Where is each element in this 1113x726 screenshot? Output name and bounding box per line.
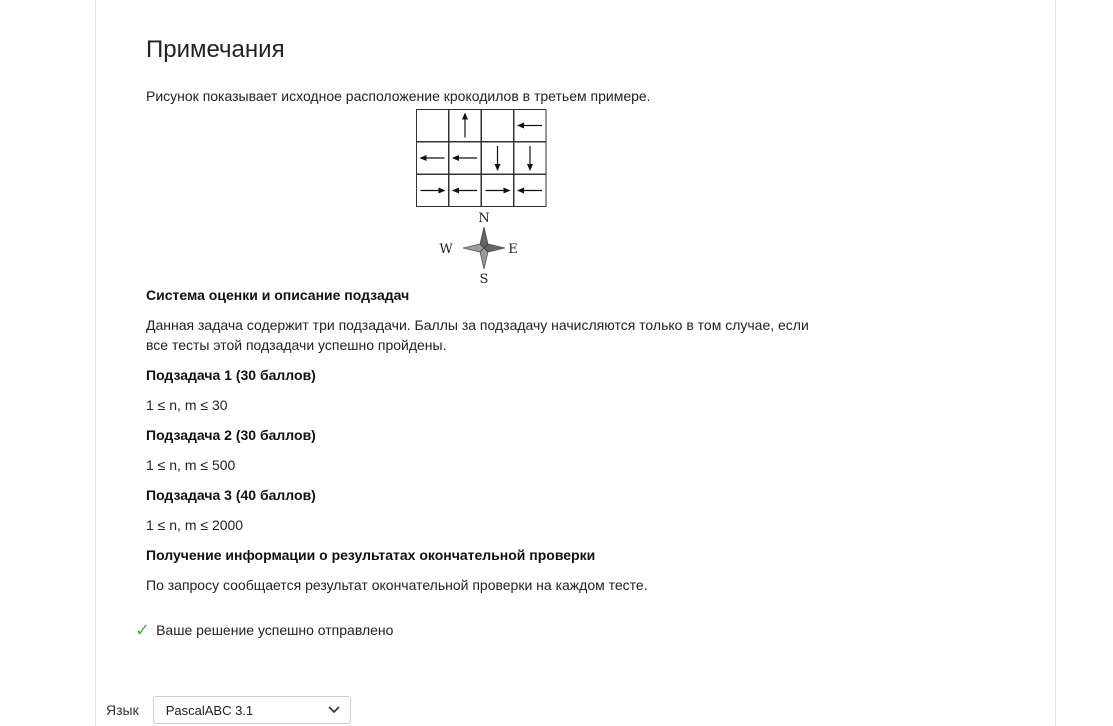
subtask-3-constraint: 1 ≤ n, m ≤ 2000 (146, 517, 244, 533)
scoring-heading: Система оценки и описание подзадач (146, 287, 410, 303)
language-select[interactable] (153, 696, 351, 724)
subtask-3-title: Подзадача 3 (40 баллов) (146, 487, 316, 503)
compass-n: N (478, 211, 490, 226)
feedback-text: По запросу сообщается результат окончательной проверки на каждом тесте. (146, 577, 648, 593)
feedback-heading: Получение информации о результатах окончательной проверки (146, 547, 596, 563)
language-label: Язык (106, 702, 139, 718)
picture-caption: Рисунок показывает исходное расположение крокодилов в третьем примере. (146, 88, 651, 104)
checkmark-icon: ✓ (135, 620, 151, 640)
chevron-down-icon (328, 706, 340, 714)
compass-rose (438, 211, 528, 287)
crocodile-grid (416, 109, 547, 208)
scoring-intro-line1: Данная задача содержит три подзадачи. Баллы за подзадачу начисляются только в том случае, если (146, 317, 809, 333)
grid-cell (482, 110, 514, 142)
subtask-1-title: Подзадача 1 (30 баллов) (146, 367, 316, 383)
compass-s: S (479, 272, 489, 287)
subtask-2-title: Подзадача 2 (30 баллов) (146, 427, 316, 443)
grid-cell (417, 110, 449, 142)
notes-title: Примечания (146, 36, 285, 63)
language-selected-value: PascalABC 3.1 (165, 702, 254, 718)
submission-status-text: Ваше решение успешно отправлено (156, 622, 394, 638)
subtask-2-constraint: 1 ≤ n, m ≤ 500 (146, 457, 236, 473)
scoring-intro-line2: все тесты этой подзадачи успешно пройдены. (146, 337, 447, 353)
content-panel (95, 0, 1056, 726)
subtask-1-constraint: 1 ≤ n, m ≤ 30 (146, 397, 228, 413)
submission-status (135, 620, 393, 640)
compass-w: W (439, 242, 453, 257)
language-row (106, 696, 351, 724)
compass-e: E (508, 242, 518, 257)
compass-star-icon (463, 227, 505, 269)
